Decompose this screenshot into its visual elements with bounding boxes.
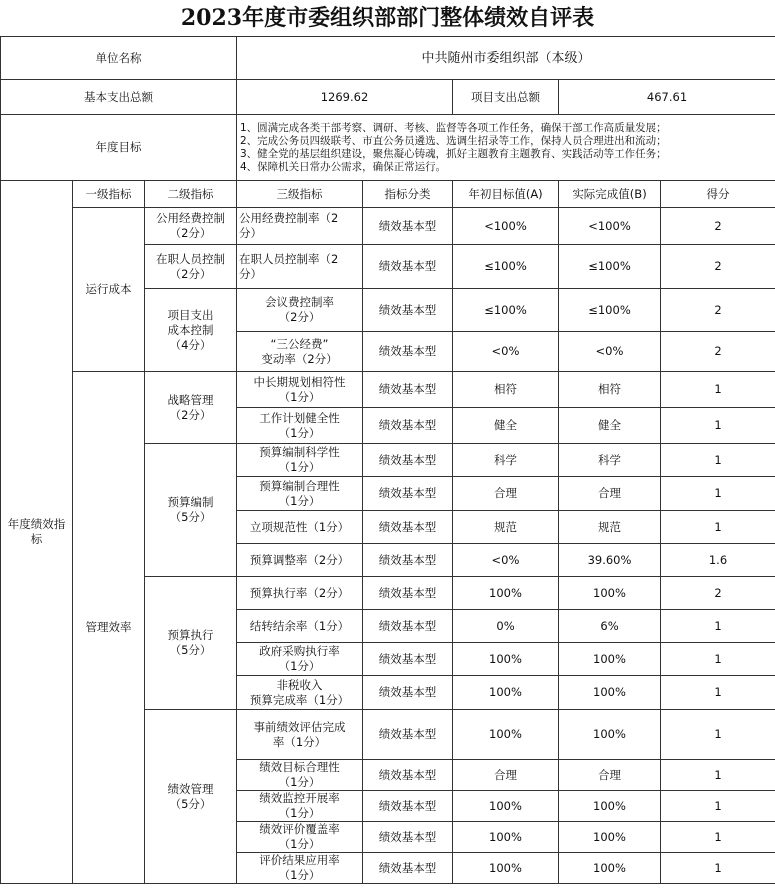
level2-public-fund: 公用经费控制 （2分） (145, 208, 237, 245)
category-cell: 绩效基本型 (363, 408, 453, 444)
target-cell: 合理 (453, 477, 559, 511)
category-cell: 绩效基本型 (363, 710, 453, 760)
target-cell: 相符 (453, 372, 559, 408)
actual-cell: ≤100% (559, 289, 661, 332)
header-score: 得分 (661, 181, 775, 208)
category-cell: 绩效基本型 (363, 444, 453, 477)
score-cell: 1 (661, 643, 775, 676)
level3-indicator: 工作计划健全性 （1分） (237, 408, 363, 444)
score-cell: 2 (661, 577, 775, 610)
target-cell: 100% (453, 710, 559, 760)
level3-indicator: 会议费控制率 （2分） (237, 289, 363, 332)
score-cell: 1 (661, 610, 775, 643)
score-cell: 1 (661, 477, 775, 511)
actual-cell: 6% (559, 610, 661, 643)
level3-indicator: 预算编制科学性 （1分） (237, 444, 363, 477)
header-category: 指标分类 (363, 181, 453, 208)
target-cell: 100% (453, 853, 559, 884)
target-cell: 规范 (453, 511, 559, 544)
target-cell: ≤100% (453, 289, 559, 332)
actual-cell: 健全 (559, 408, 661, 444)
header-actual: 实际完成值(B) (559, 181, 661, 208)
target-cell: 100% (453, 791, 559, 822)
score-cell: 2 (661, 245, 775, 289)
table-row (1, 372, 775, 408)
project-expense-label: 项目支出总额 (453, 80, 559, 115)
annual-goal-text (237, 115, 775, 181)
actual-cell: ≤100% (559, 245, 661, 289)
actual-cell: 100% (559, 710, 661, 760)
goal-line: 1、圆满完成各类干部考察、调研、考核、监督等各项工作任务，确保干部工作高质量发展； (240, 121, 667, 134)
target-cell: <0% (453, 544, 559, 577)
target-cell: 100% (453, 676, 559, 710)
level3-indicator: 结转结余率（1分） (237, 610, 363, 643)
level3-indicator: “三公经费” 变动率（2分） (237, 332, 363, 372)
expense-row (1, 80, 775, 115)
target-cell: 0% (453, 610, 559, 643)
actual-cell: 39.60% (559, 544, 661, 577)
category-cell: 绩效基本型 (363, 853, 453, 884)
score-cell: 1 (661, 822, 775, 853)
category-cell: 绩效基本型 (363, 643, 453, 676)
basic-expense-value: 1269.62 (237, 80, 453, 115)
header-level1: 一级指标 (73, 181, 145, 208)
score-cell: 1 (661, 710, 775, 760)
actual-cell: 100% (559, 577, 661, 610)
level3-indicator: 预算调整率（2分） (237, 544, 363, 577)
level2-strategy: 战略管理 （2分） (145, 372, 237, 444)
level3-indicator: 预算编制合理性 （1分） (237, 477, 363, 511)
level3-indicator: 事前绩效评估完成 率（1分） (237, 710, 363, 760)
actual-cell: 100% (559, 643, 661, 676)
goal-line: 4、保障机关日常办公需求，确保正常运行。 (240, 160, 447, 173)
level3-indicator: 绩效监控开展率 （1分） (237, 791, 363, 822)
level1-management-efficiency: 管理效率 (73, 372, 145, 884)
level3-indicator: 公用经费控制率（2 分） (237, 208, 363, 245)
header-level3: 三级指标 (237, 181, 363, 208)
category-cell: 绩效基本型 (363, 289, 453, 332)
level3-indicator: 中长期规划相符性 （1分） (237, 372, 363, 408)
category-cell: 绩效基本型 (363, 822, 453, 853)
target-cell: <0% (453, 332, 559, 372)
score-cell: 1.6 (661, 544, 775, 577)
score-cell: 2 (661, 332, 775, 372)
level3-indicator: 预算执行率（2分） (237, 577, 363, 610)
actual-cell: 规范 (559, 511, 661, 544)
score-cell: 1 (661, 408, 775, 444)
evaluation-table (0, 36, 775, 884)
goal-row (1, 115, 775, 181)
level3-indicator: 政府采购执行率 （1分） (237, 643, 363, 676)
level3-indicator: 非税收入 预算完成率（1分） (237, 676, 363, 710)
category-cell: 绩效基本型 (363, 676, 453, 710)
category-cell: 绩效基本型 (363, 477, 453, 511)
category-cell: 绩效基本型 (363, 577, 453, 610)
target-cell: 健全 (453, 408, 559, 444)
target-cell: 100% (453, 643, 559, 676)
level2-budget-prep: 预算编制 （5分） (145, 444, 237, 577)
score-cell: 2 (661, 289, 775, 332)
project-expense-value: 467.61 (559, 80, 775, 115)
actual-cell: 科学 (559, 444, 661, 477)
header-level2: 二级指标 (145, 181, 237, 208)
table-row (1, 208, 775, 245)
goal-line: 3、健全党的基层组织建设，聚焦凝心铸魂，抓好主题教育主题教育、实践活动等工作任务； (240, 147, 667, 160)
unit-row (1, 37, 775, 80)
actual-cell: 100% (559, 822, 661, 853)
score-cell: 1 (661, 444, 775, 477)
category-cell: 绩效基本型 (363, 511, 453, 544)
score-cell: 1 (661, 676, 775, 710)
level2-project-cost: 项目支出 成本控制 （4分） (145, 289, 237, 372)
score-cell: 1 (661, 372, 775, 408)
score-cell: 1 (661, 760, 775, 791)
actual-cell: 100% (559, 853, 661, 884)
score-cell: 1 (661, 853, 775, 884)
actual-cell: <0% (559, 332, 661, 372)
category-cell: 绩效基本型 (363, 760, 453, 791)
level1-operating-cost: 运行成本 (73, 208, 145, 372)
actual-cell: 合理 (559, 760, 661, 791)
category-cell: 绩效基本型 (363, 544, 453, 577)
goal-line: 2、完成公务员四级联考、市直公务员遴选、选调生招录等工作，保持人员合理进出和流动； (240, 134, 667, 147)
actual-cell: 100% (559, 791, 661, 822)
target-cell: 合理 (453, 760, 559, 791)
target-cell: 科学 (453, 444, 559, 477)
header-target: 年初目标值(A) (453, 181, 559, 208)
target-cell: <100% (453, 208, 559, 245)
target-cell: ≤100% (453, 245, 559, 289)
level3-indicator: 绩效评价覆盖率 （1分） (237, 822, 363, 853)
level3-indicator: 绩效目标合理性 （1分） (237, 760, 363, 791)
category-cell: 绩效基本型 (363, 245, 453, 289)
indicator-section-label: 年度绩效指 标 (1, 181, 73, 884)
category-cell: 绩效基本型 (363, 332, 453, 372)
actual-cell: <100% (559, 208, 661, 245)
target-cell: 100% (453, 822, 559, 853)
score-cell: 2 (661, 208, 775, 245)
score-cell: 1 (661, 511, 775, 544)
level2-perf-mgmt: 绩效管理 （5分） (145, 710, 237, 884)
level3-indicator: 评价结果应用率 （1分） (237, 853, 363, 884)
category-cell: 绩效基本型 (363, 372, 453, 408)
target-cell: 100% (453, 577, 559, 610)
level3-indicator: 立项规范性（1分） (237, 511, 363, 544)
actual-cell: 合理 (559, 477, 661, 511)
level3-indicator: 在职人员控制率（2 分） (237, 245, 363, 289)
level2-budget-exec: 预算执行 （5分） (145, 577, 237, 710)
level2-staff: 在职人员控制 （2分） (145, 245, 237, 289)
annual-goal-label: 年度目标 (1, 115, 237, 181)
actual-cell: 100% (559, 676, 661, 710)
unit-label: 单位名称 (1, 37, 237, 80)
header-row (1, 181, 775, 208)
unit-value: 中共随州市委组织部（本级） (237, 37, 775, 80)
basic-expense-label: 基本支出总额 (1, 80, 237, 115)
category-cell: 绩效基本型 (363, 208, 453, 245)
category-cell: 绩效基本型 (363, 791, 453, 822)
score-cell: 1 (661, 791, 775, 822)
page-title: 2023年度市委组织部部门整体绩效自评表 (180, 5, 595, 31)
actual-cell: 相符 (559, 372, 661, 408)
category-cell: 绩效基本型 (363, 610, 453, 643)
